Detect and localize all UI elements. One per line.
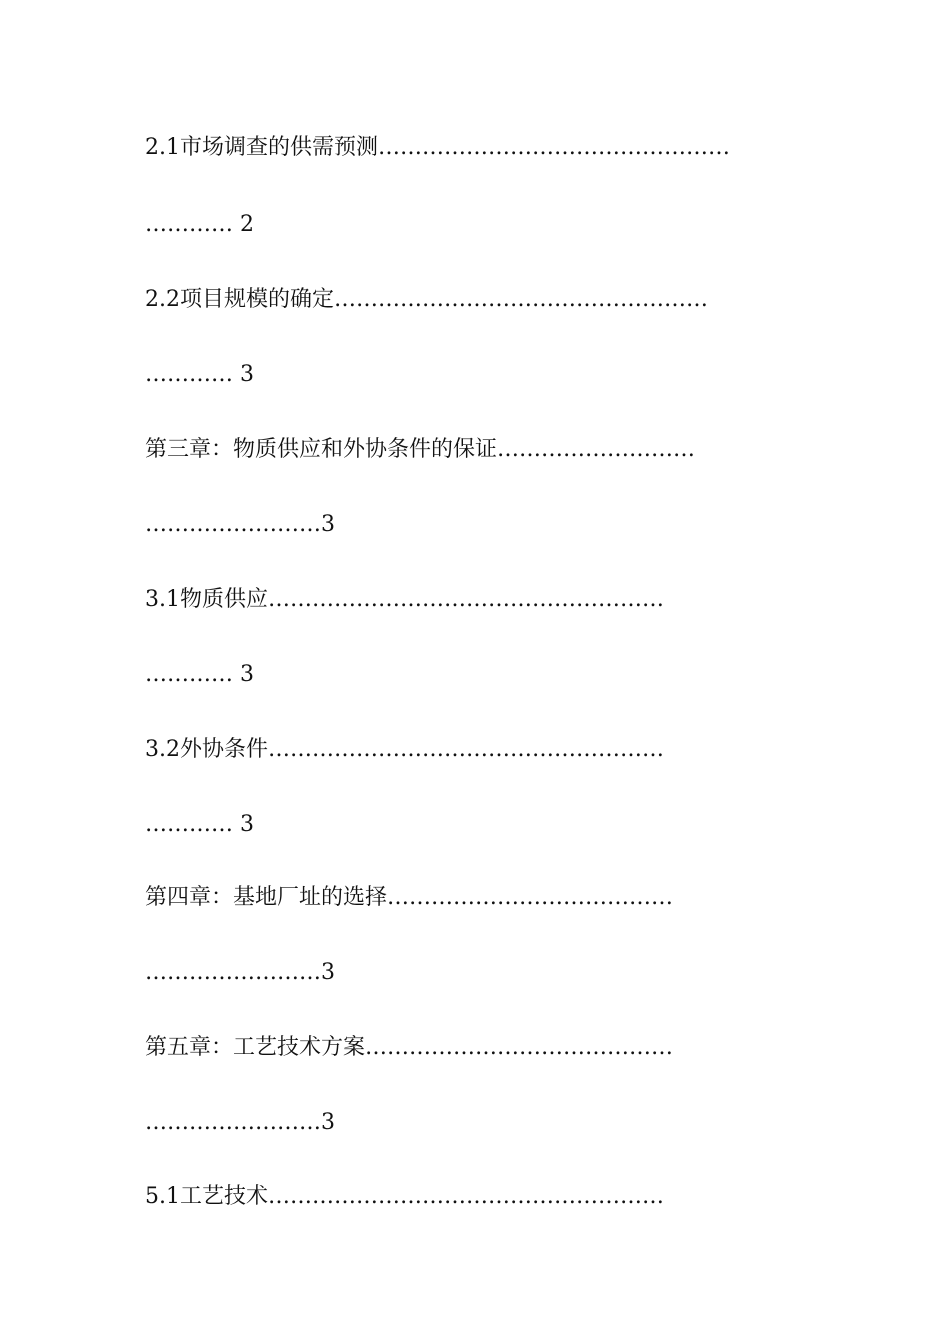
toc-entry-3-1-page: ………… 3: [145, 662, 254, 687]
toc-entry-2-2-page: ………… 3: [145, 362, 254, 387]
toc-entry-chapter-5-page: ……………………3: [145, 1110, 335, 1135]
toc-entry-5-1: 5.1工艺技术………………………………………………: [145, 1184, 664, 1209]
toc-entry-chapter-4: 第四章：基地厂址的选择…………………………………: [145, 885, 674, 910]
toc-entry-2-1-page: ………… 2: [145, 212, 254, 237]
toc-entry-chapter-3: 第三章：物质供应和外协条件的保证………………………: [145, 437, 696, 462]
toc-entry-2-2: 2.2项目规模的确定……………………………………………: [145, 287, 708, 312]
toc-entry-3-1: 3.1物质供应………………………………………………: [145, 587, 664, 612]
toc-entry-chapter-4-page: ……………………3: [145, 960, 335, 985]
toc-entry-chapter-3-page: ……………………3: [145, 512, 335, 537]
toc-entry-3-2-page: ………… 3: [145, 812, 254, 837]
toc-entry-chapter-5: 第五章：工艺技术方案……………………………………: [145, 1035, 674, 1060]
toc-entry-3-2: 3.2外协条件………………………………………………: [145, 737, 664, 762]
toc-entry-2-1: 2.1市场调查的供需预测…………………………………………: [145, 135, 730, 160]
